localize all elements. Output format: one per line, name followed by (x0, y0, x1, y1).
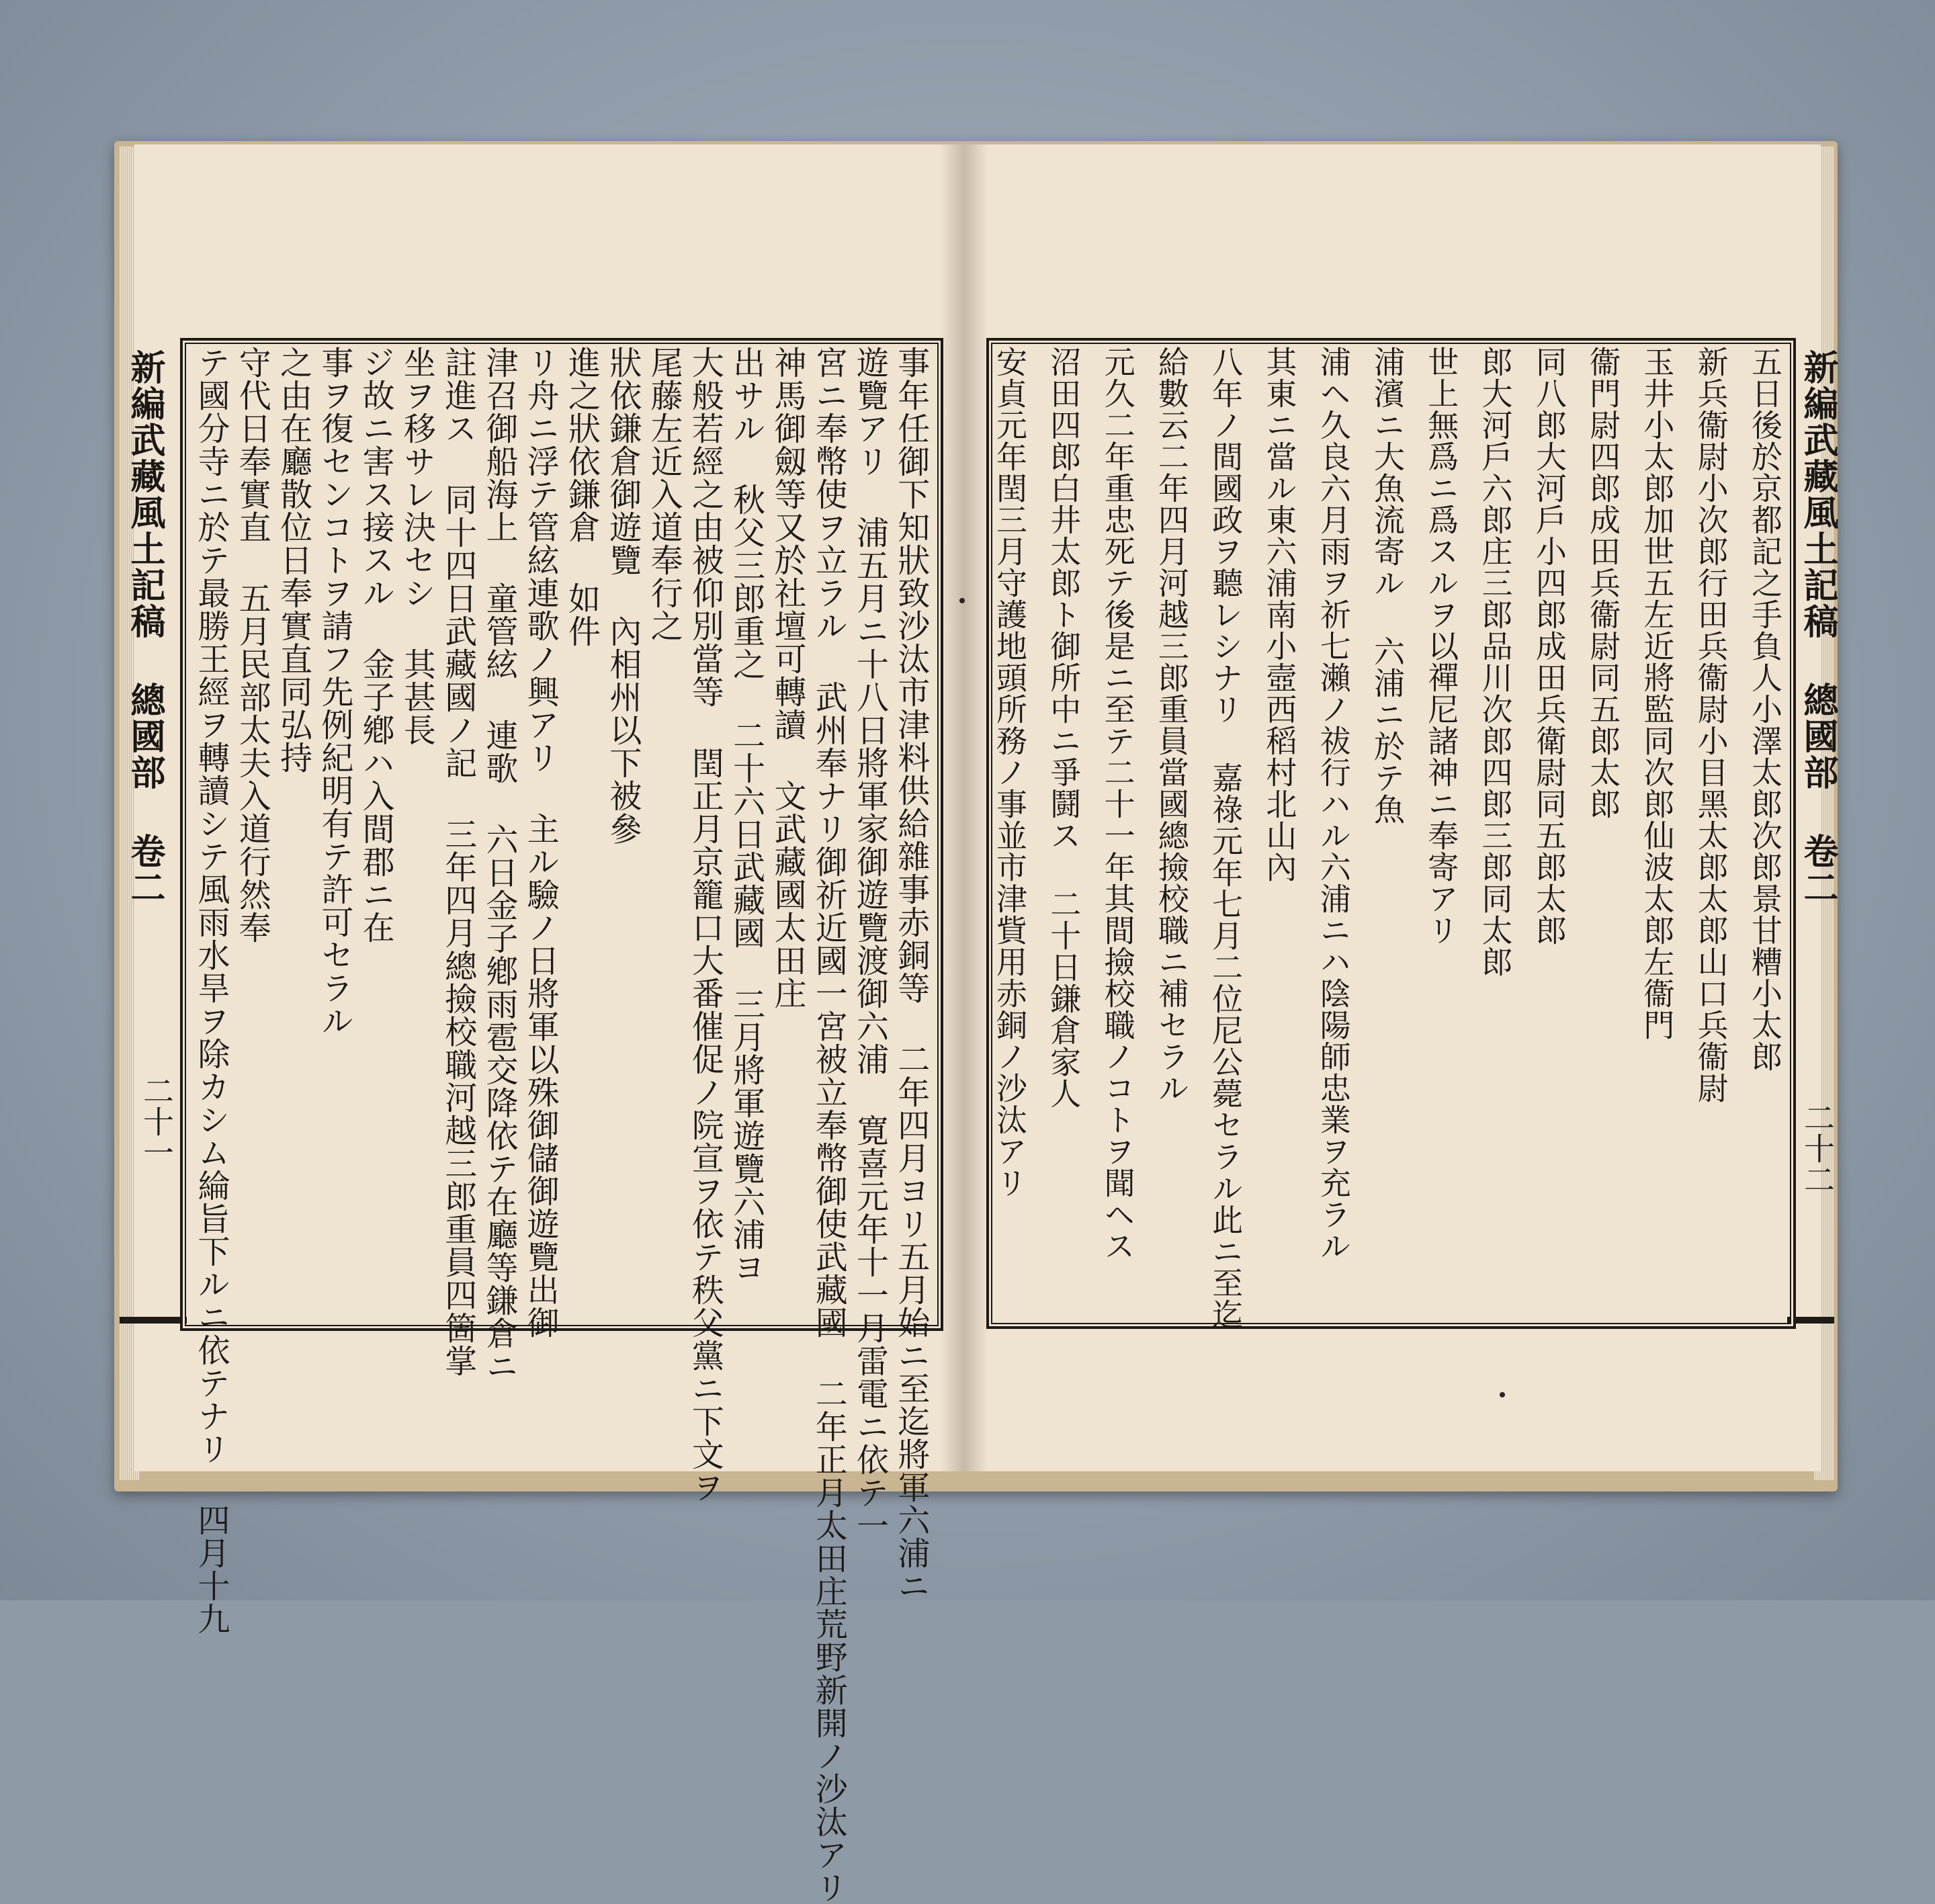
stitch-hole (1500, 1392, 1505, 1397)
text-column: 沼田四郎白井太郎ト御所中ニ爭鬪ス 二十日鎌倉家人 (1045, 346, 1082, 1109)
text-column: 五日後於京都記之手負人小澤太郎次郎景甘糟小太郎 (1746, 346, 1783, 1072)
text-column: 坐ヲ移サレ決セシ 其甚長 (398, 346, 436, 746)
text-column: 津召御船海上 童管絃 連歌 六日金子鄕雨雹交降依テ在廳等鎌倉ニ (480, 346, 518, 1383)
text-column: ジ故ニ害ス接スル 金子鄕ハ入間郡ニ在 (357, 346, 395, 944)
text-column: 註進ス 同十四日武藏國ノ記 三年四月總撿校職河越三郎重員四箇掌 (439, 346, 477, 1377)
text-column: 遊覽アリ 浦五月ニ十八日將軍家御遊覽渡御六浦 寛喜元年十一月雷電ニ依テ一 (851, 346, 889, 1542)
text-column: 郎大河戶六郎庄三郎品川次郎四郎三郎同太郎 (1477, 346, 1514, 978)
text-column: 進之狀依鎌倉 如件 (562, 346, 601, 648)
text-column: 世上無爲ニ爲スルヲ以禪尼諸神ニ奉寄アリ (1423, 346, 1460, 946)
text-column: 出サル 秋父三郎重之 二十六日武藏國 三月將軍遊覽六浦ヨ (727, 346, 765, 1284)
text-column: 衞門尉四郎成田兵衞尉同五郎太郎 (1585, 346, 1622, 820)
text-column: 元久二年重忠死テ後是ニ至テ二十一年其間撿校職ノコトヲ聞ヘス (1099, 346, 1136, 1262)
text-column: 新兵衞尉小次郎行田兵衞尉小目黑太郎太郎山口兵衞尉 (1692, 346, 1729, 1104)
text-column: 狀依鎌倉御遊覽 內相州以下被參 (603, 346, 642, 845)
left-text-columns (192, 346, 930, 1904)
text-column: 事ヲ復センコトヲ請フ先例紀明有テ許可セラル (315, 346, 353, 1037)
text-column: 宮ニ奉幣使ヲ立ラル 武州奉ナリ御祈近國一宮被立奉幣御使武藏國 二年正月太田庄荒野新開ノ沙汰アリ (810, 346, 848, 1904)
text-column: 八年ノ間國政ヲ聽レシナリ 嘉祿元年七月二位尼公薨セラル此ニ至迄 (1207, 346, 1244, 1330)
text-column: 大般若經之由被仰別當等 閏正月京籠口大番催促ノ院宣ヲ依テ秩父黨ニ下文ヲ (686, 346, 724, 1504)
text-column: リ舟ニ浮テ管絃連歌ノ興アリ 主ル驗ノ日將軍以殊御儲御遊覽出御 (521, 346, 560, 1339)
text-column: テ國分寺ニ於テ最勝王經ヲ轉讀シテ風雨水旱ヲ除カシム綸旨下ルニ依テナリ 四月十九 (192, 346, 230, 1635)
left-fold-bar (120, 1317, 187, 1324)
left-folio: 二十一 (138, 1075, 175, 1168)
stitch-hole (959, 598, 965, 603)
right-margin-title: 新編武藏風土記稿 總國部 卷二 (1797, 349, 1838, 906)
right-folio: 二十二 (1799, 1102, 1836, 1195)
text-column: 守代日奉實直 五月民部太夫入道行然奉 (233, 346, 271, 944)
text-column: 浦ヘ久良六月雨ヲ祈七瀨ノ祓行ハル六浦ニハ陰陽師忠業ヲ充ラル (1315, 346, 1352, 1262)
text-column: 玉井小太郎加世五左近將監同次郎仙波太郎左衞門 (1639, 346, 1676, 1041)
text-column: 之由在廳散位日奉實直同弘持 (274, 346, 312, 774)
text-column: 浦濱ニ大魚流寄ル 六浦ニ於テ魚 (1369, 346, 1406, 825)
left-margin-title: 新編武藏風土記稿 總國部 卷二 (124, 349, 165, 906)
book-gutter (941, 144, 988, 1471)
right-text-columns (992, 346, 1783, 1330)
text-column: 同八郎大河戶小四郎成田兵衛尉同五郎太郎 (1531, 346, 1567, 946)
text-column: 其東ニ當ル東六浦南小壼西稻村北山內 (1261, 346, 1298, 883)
text-column: 安貞元年閏三月守護地頭所務ノ事並市津貲用赤銅ノ沙汰アリ (992, 346, 1028, 1199)
text-column: 事年任御下知狀致沙汰市津料供給雜事赤銅等 二年四月ヨリ五月始ニ至迄將軍六浦ニ (892, 346, 930, 1602)
text-column: 尾藤左近入道奉行之 (645, 346, 683, 642)
text-column: 神馬御劔等又於社壇可轉讀 文武藏國太田庄 (768, 346, 806, 1010)
text-column: 給數云二年四月河越三郎重員當國總撿校職ニ補セラル (1153, 346, 1190, 1104)
